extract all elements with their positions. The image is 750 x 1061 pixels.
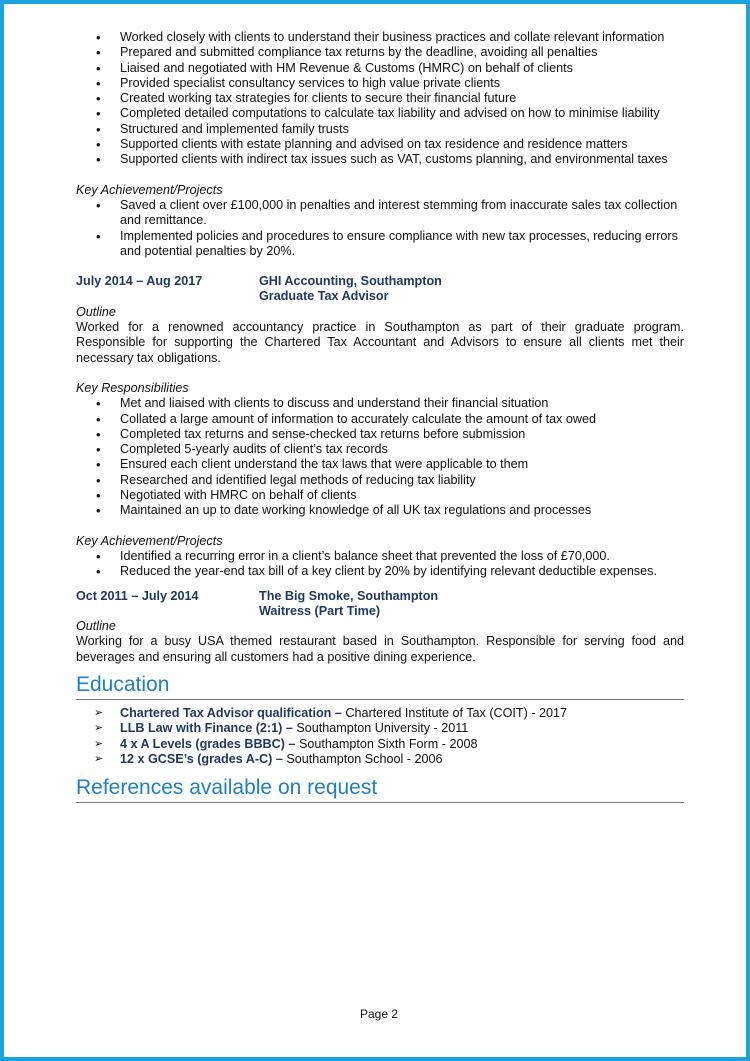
list-item: • Maintained an up to date working knowledge of all UK tax regulations and processes xyxy=(76,503,684,518)
list-item: • Identified a recurring error in a client’s balance sheet that prevented the loss of £70,000. xyxy=(76,549,684,564)
job-outline: Working for a busy USA themed restaurant based in Southampton. Responsible for serving food and beverages and ensuring all customers had a positive dining experience. xyxy=(76,634,684,664)
job-dates: July 2014 – Aug 2017 xyxy=(76,274,203,289)
arrowhead-icon: ➢ xyxy=(94,752,104,765)
list-item: • Supported clients with estate planning and advised on tax residence and residence matters xyxy=(76,137,684,152)
ghi-responsibilities-list xyxy=(76,396,684,518)
education-item: ➢ LLB Law with Finance (2:1) – Southampton University - 2011 xyxy=(94,721,469,736)
list-item: • Completed detailed computations to calculate tax liability and advised on how to minimise liability xyxy=(76,106,684,121)
list-item: • Collated a large amount of information to accurately calculate the amount of tax owed xyxy=(76,412,684,427)
education-item: ➢ 4 x A Levels (grades BBBC) – Southampton Sixth Form - 2008 xyxy=(94,736,478,751)
education-item: ➢ 12 x GCSE’s (grades A-C) – Southampton School - 2006 xyxy=(94,751,443,766)
job-title: Graduate Tax Advisor xyxy=(259,289,389,304)
job-company: The Big Smoke, Southampton xyxy=(259,588,439,603)
job-title: Waitress (Part Time) xyxy=(259,603,381,618)
list-item: • Reduced the year-end tax bill of a key client by 20% by identifying relevant deductible expenses. xyxy=(76,564,684,579)
arrowhead-icon: ➢ xyxy=(94,706,104,719)
top-responsibilities-list xyxy=(76,30,684,168)
list-item: • Implemented policies and procedures to ensure compliance with new tax processes, reducing errors and potential penalties by 20%. xyxy=(76,229,684,260)
list-item: • Worked closely with clients to understand their business practices and collate relevant information xyxy=(76,30,684,45)
job-dates: Oct 2011 – July 2014 xyxy=(76,588,199,603)
list-item: • Liaised and negotiated with HM Revenue & Customs (HMRC) on behalf of clients xyxy=(76,61,684,76)
list-item: • Supported clients with indirect tax issues such as VAT, customs planning, and environmental taxes xyxy=(76,152,684,167)
list-item: • Researched and identified legal methods of reducing tax liability xyxy=(76,473,684,488)
job-smoke-header xyxy=(76,589,684,620)
job-company: GHI Accounting, Southampton xyxy=(259,274,442,289)
job-ghi-header xyxy=(76,274,684,305)
list-item: • Created working tax strategies for clients to secure their financial future xyxy=(76,91,684,106)
education-heading: Education xyxy=(76,673,684,700)
list-item: • Completed tax returns and sense-checked tax returns before submission xyxy=(76,427,684,442)
outline-label: Outline xyxy=(76,619,116,634)
achievements-label: Key Achievement/Projects xyxy=(76,182,223,197)
job-outline: Worked for a renowned accountancy practice in Southampton as part of their graduate program. Responsible for supporting the Chartered Tax Accountant and Advisors to ensure all clients met their necessary tax obligations. xyxy=(76,320,684,365)
outline-label: Outline xyxy=(76,304,116,319)
list-item: • Provided specialist consultancy services to high value private clients xyxy=(76,76,684,91)
page-number: Page 2 xyxy=(359,1007,399,1021)
list-item: • Negotiated with HMRC on behalf of clients xyxy=(76,488,684,503)
top-achievements-list xyxy=(76,198,684,259)
list-item: • Ensured each client understand the tax laws that were applicable to them xyxy=(76,457,684,472)
page-content xyxy=(76,30,684,803)
education-list xyxy=(76,706,684,767)
list-item: • Completed 5-yearly audits of client’s tax records xyxy=(76,442,684,457)
achievements-label: Key Achievement/Projects xyxy=(76,533,223,548)
list-item: • Structured and implemented family trusts xyxy=(76,122,684,137)
responsibilities-label: Key Responsibilities xyxy=(76,380,189,395)
arrowhead-icon: ➢ xyxy=(94,722,104,735)
ghi-achievements-list xyxy=(76,549,684,580)
list-item: • Saved a client over £100,000 in penalties and interest stemming from inaccurate sales tax collection and remittance. xyxy=(76,198,684,229)
references-heading: References available on request xyxy=(76,776,684,803)
arrowhead-icon: ➢ xyxy=(94,737,104,750)
education-item: ➢ Chartered Tax Advisor qualification – Chartered Institute of Tax (COIT) - 2017 xyxy=(94,705,567,720)
list-item: • Prepared and submitted compliance tax returns by the deadline, avoiding all penalties xyxy=(76,45,684,60)
list-item: • Met and liaised with clients to discuss and understand their financial situation xyxy=(76,396,684,411)
